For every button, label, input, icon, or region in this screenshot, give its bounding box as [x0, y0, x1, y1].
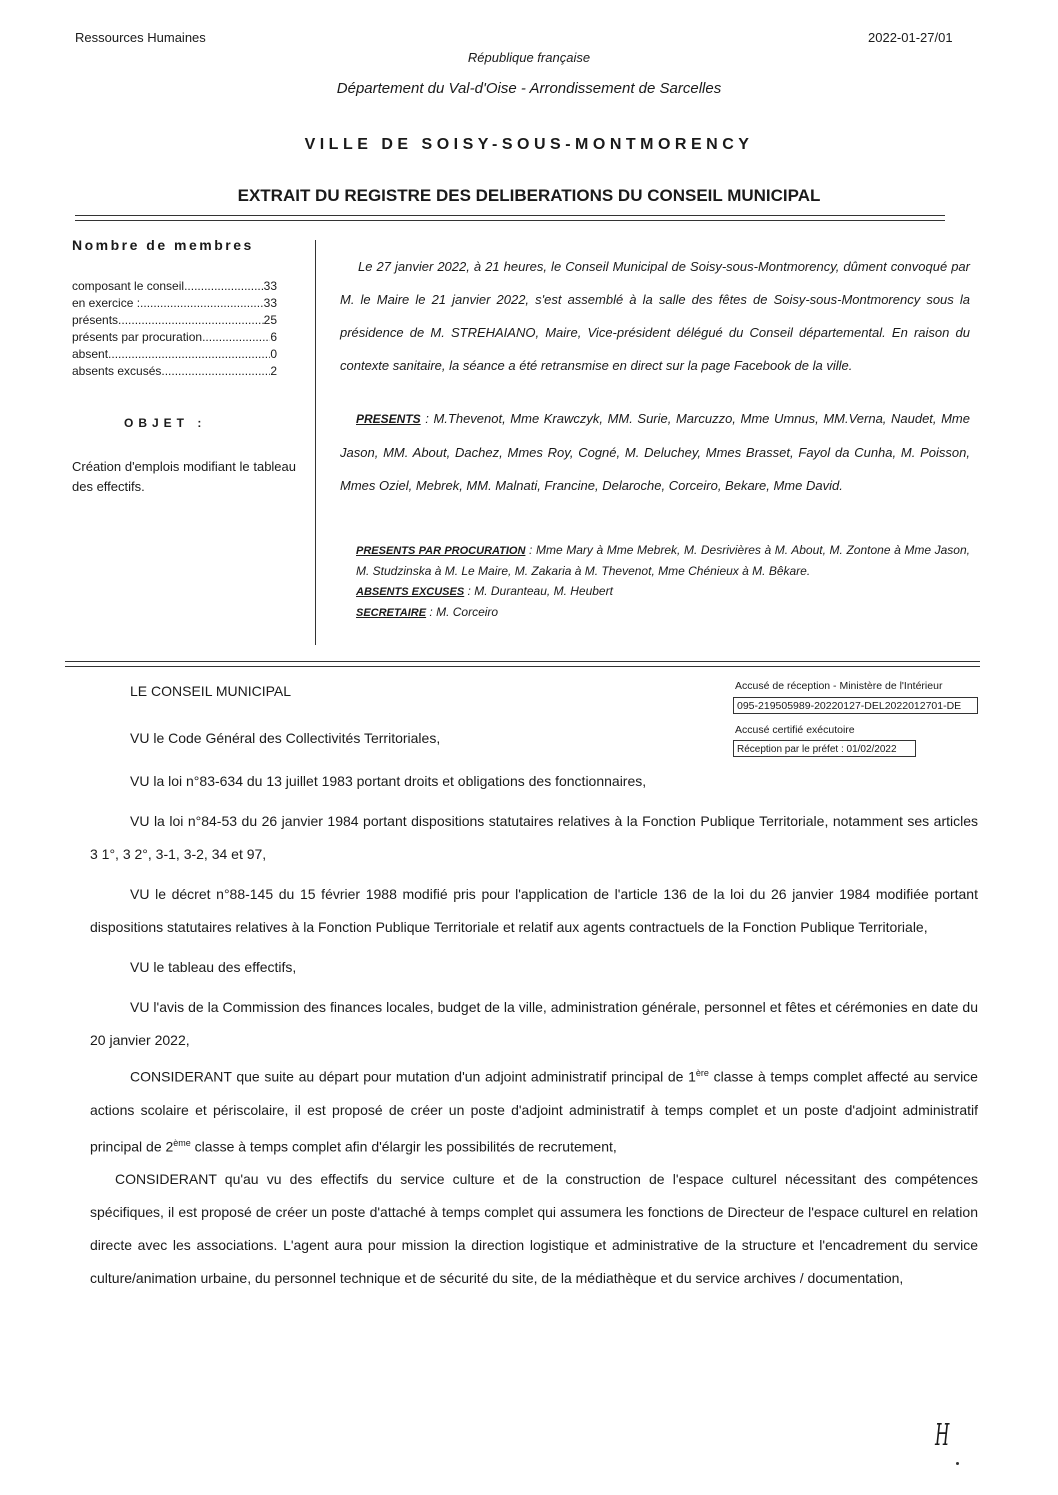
document-title: EXTRAIT DU REGISTRE DES DELIBERATIONS DU CONSEIL MUNICIPAL — [237, 186, 821, 205]
members-row: absent ..... 0 — [72, 346, 277, 363]
excuses-heading: ABSENTS EXCUSES — [356, 586, 465, 598]
session-intro: Le 27 janvier 2022, à 21 heures, le Conseil Municipal de Soisy-sous-Montmorency, dûment convoqué par M. le Maire le 21 janvier 2022, s'est assemblé à la salle des fêtes de Soisy-sous-Montmorency sous la présidence de M. STREHAIANO, Maire, Vice-président délégué du Conseil départemental. En raison du contexte sanitaire, la séance a été retransmise en direct sur la page Facebook de la ville. — [340, 259, 970, 373]
excuses-list: : M. Duranteau, M. Heubert — [464, 584, 613, 598]
vu-code: VU le Code Général des Collectivités Territoriales, — [130, 730, 441, 746]
objet-title: OBJET : — [124, 416, 207, 430]
vu-loi-83: VU la loi n°83-634 du 13 juillet 1983 portant droits et obligations des fonctionnaires, — [130, 773, 647, 789]
separator-top — [75, 215, 945, 221]
deliberation-body — [90, 765, 978, 1295]
stamp-certifie-label: Accusé certifié exécutoire — [735, 724, 855, 736]
members-title: Nombre de membres — [72, 237, 254, 253]
excuses-paragraph — [356, 581, 970, 602]
department-label: Ressources Humaines — [75, 30, 206, 45]
stamp-accuse-ref: 095-219505989-20220127-DEL2022012701-DE — [733, 697, 978, 714]
secretaire-name: : M. Corceiro — [426, 605, 499, 619]
vu-loi-84: VU la loi n°84-53 du 26 janvier 1984 portant dispositions statutaires relatives à la Fonction Publique Territoriale, notamment ses articles 3 1°, 3 2°, 3-1, 3-2, 34 et 97, — [90, 813, 978, 862]
members-row: composant le conseil ..... 33 — [72, 278, 277, 295]
secretaire-heading: SECRETAIRE — [356, 607, 427, 619]
members-row: présents par procuration ..... 6 — [72, 329, 277, 346]
objet-text: Création d'emplois modifiant le tableau des effectifs. — [72, 459, 296, 494]
procuration-heading: PRESENTS PAR PROCURATION — [356, 545, 526, 557]
members-row: présents ..... 25 — [72, 312, 277, 329]
handwritten-initials: H — [935, 1418, 950, 1453]
stamp-reception-date: Réception par le préfet : 01/02/2022 — [733, 740, 916, 757]
le-conseil-heading: LE CONSEIL MUNICIPAL — [130, 683, 292, 699]
presents-list: : M.Thevenot, Mme Krawczyk, MM. Surie, Marcuzzo, Mme Umnus, MM.Verna, Naudet, Mme Jason, MM. About, Dachez, Mmes Roy, Cogné, M. Deluchey, Mmes Brasset, Fayol da Cunha, M. Poisson, Mmes Oziel, Mebrek, MM. Malnati, Francine, Delaroche, Corceiro, Bekare, Mme David. — [340, 411, 970, 493]
republique-line: République française — [467, 50, 591, 65]
ville-title: VILLE DE SOISY-SOUS-MONTMORENCY — [304, 136, 754, 153]
attendance-details — [356, 540, 970, 623]
separator-middle — [65, 661, 980, 667]
procuration-paragraph — [356, 540, 970, 581]
departement-line: Département du Val-d'Oise - Arrondissement de Sarcelles — [336, 80, 722, 97]
members-row: en exercice : ..... 33 — [72, 295, 277, 312]
members-row: absents excusés ..... 2 — [72, 363, 277, 380]
initials-dot — [956, 1462, 959, 1465]
column-divider — [315, 240, 316, 645]
considerant-1: CONSIDERANT que suite au départ pour mutation d'un adjoint administratif principal de 1ère classe à temps complet affecté au service actions scolaire et périscolaire, il est proposé de créer un poste d'adjoint administratif à temps complet et un poste d'adjoint administratif principal de 2ème classe à temps complet afin d'élargir les possibilités de recrutement, — [90, 1068, 978, 1155]
stamp-accuse-label: Accusé de réception - Ministère de l'Intérieur — [735, 680, 943, 692]
members-table — [72, 278, 277, 380]
secretaire-paragraph — [356, 602, 970, 623]
presents-paragraph — [340, 402, 970, 502]
reference-number: 2022-01-27/01 — [868, 30, 953, 45]
procuration-list: : Mme Mary à Mme Mebrek, M. Desrivières à M. About, M. Zontone à Mme Jason, M. Studzinska à M. Le Maire, M. Zakaria à M. Thevenot, Mme Chénieux à M. Bêkare. — [356, 543, 970, 578]
vu-tableau: VU le tableau des effectifs, — [130, 959, 297, 975]
considerant-2: CONSIDERANT qu'au vu des effectifs du service culture et de la construction de l'espace culturel nécessitant des compétences spécifiques, il est proposé de créer un poste d'attaché à temps complet qui assumera les fonctions de Directeur de l'espace culturel en relation directe avec les associations. L'agent aura pour mission la direction logistique et administrative de la structure et l'encadrement du service culture/animation urbaine, du personnel technique et de sécurité du site, de la médiathèque et du service archives / documentation, — [90, 1171, 978, 1287]
vu-avis: VU l'avis de la Commission des finances locales, budget de la ville, administration générale, personnel et fêtes et cérémonies en date du 20 janvier 2022, — [90, 999, 978, 1048]
presents-heading: PRESENTS — [356, 412, 421, 426]
vu-decret: VU le décret n°88-145 du 15 février 1988 modifié pris pour l'application de l'article 136 de la loi du 26 janvier 1984 modifiée portant dispositions statutaires relatives à la Fonction Publique Territoriale et relatif aux agents contractuels de la Fonction Publique Territoriale, — [90, 886, 978, 935]
